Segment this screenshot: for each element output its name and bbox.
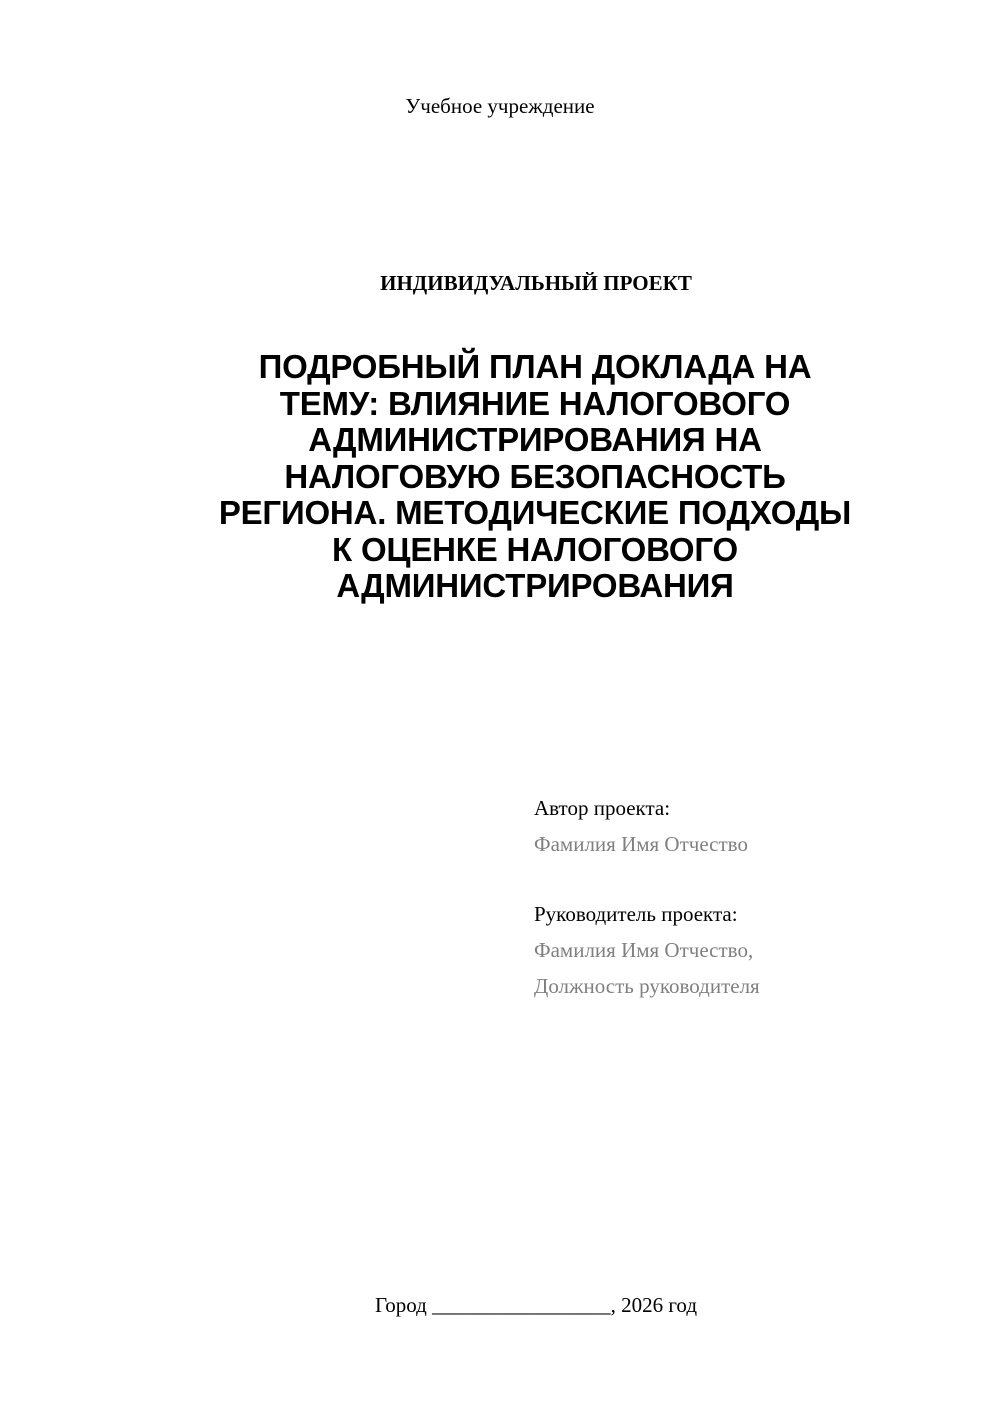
author-name: Фамилия Имя Отчество [534, 832, 748, 856]
city-year-line: Город _________________, 2026 год [374, 1293, 698, 1317]
institution-name: Учебное учреждение [405, 94, 595, 118]
document-type: ИНДИВИДУАЛЬНЫЙ ПРОЕКТ [380, 271, 692, 295]
supervisor-label: Руководитель проекта: [534, 902, 738, 926]
document-title [140, 349, 930, 605]
title-line: АДМИНИСТРИРОВАНИЯ [336, 567, 734, 604]
title-line: ТЕМУ: ВЛИЯНИЕ НАЛОГОВОГО [279, 384, 791, 422]
supervisor-name: Фамилия Имя Отчество, [534, 938, 754, 962]
title-line: ПОДРОБНЫЙ ПЛАН ДОКЛАДА НА [258, 348, 812, 385]
author-label: Автор проекта: [534, 796, 671, 820]
spacer [534, 862, 974, 896]
title-line: НАЛОГОВУЮ БЕЗОПАСНОСТЬ [284, 457, 786, 495]
title-line: К ОЦЕНКЕ НАЛОГОВОГО [332, 530, 738, 568]
title-line: РЕГИОНА. МЕТОДИЧЕСКИЕ ПОДХОДЫ [218, 494, 852, 531]
title-line: АДМИНИСТРИРОВАНИЯ НА [308, 421, 762, 458]
project-info-block [534, 790, 974, 1004]
supervisor-position: Должность руководителя [534, 974, 760, 998]
